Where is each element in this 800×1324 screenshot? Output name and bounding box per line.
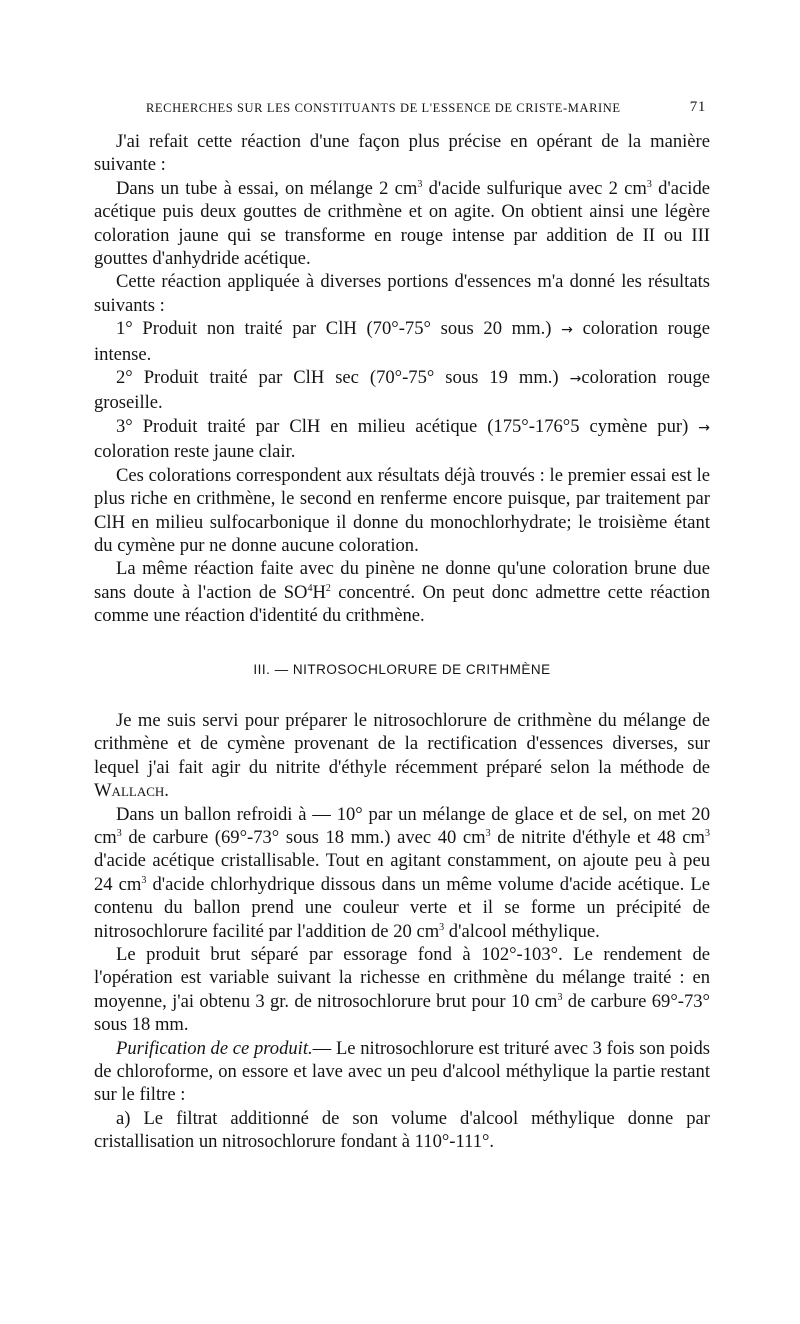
paragraph: Purification de ce produit.— Le nitrosochlorure est trituré avec 3 fois son poids de chloroforme, on essore et lave avec un peu d'alcool méthylique la partie restant sur le filtre : [94,1037,711,1106]
paragraph: La même réaction faite avec du pinène ne donne qu'une coloration brune due sans doute à l'action de $SO^4H^2$ concentré. On peut donc admettre cette réaction comme une réaction d'identité du crithmène. [94,558,710,627]
paragraph: J'ai refait cette réaction d'une façon plus précise en opérant de la manière suivante : [94,131,710,176]
arrow-icon: → [698,419,710,436]
paragraph: Je me suis servi pour préparer le nitrosochlorure de crithmène du mélange de crithmène et de cymène provenant de la rectification d'essences diverses, sur lequel j'ai fait agir du nitrite d'éthyle récemment préparé selon la méthode de Wallach. [94,709,710,802]
subheading-italic: Purification de ce produit. [116,1037,313,1059]
author-name: Wallach [94,780,165,802]
result-item: 3° Produit traité par ClH en milieu acétique (175°-176°5 cymène pur) → coloration reste jaune clair. [94,415,710,463]
paragraph: Le produit brut séparé par essorage fond à 102°-103°. Le rendement de l'opération est variable suivant la richesse en crithmène du mélange traité : en moyenne, j'ai obtenu 3 gr. de nitrosochlorure brut pour 10 $cm^3$ de carbure 69°-73° sous 18 mm. [94,944,710,1036]
paragraph: Cette réaction appliquée à diverses portions d'essences m'a donné les résultats suivants : [94,271,710,316]
running-title: RECHERCHES SUR LES CONSTITUANTS DE L'ESSENCE DE CRISTE-MARINE [146,101,621,115]
paragraph: Ces colorations correspondent aux résultats déjà trouvés : le premier essai est le plus riche en crithmène, le second en renferme encore puisque, par traitement par ClH en milieu sulfocarbonique il donne du monochlorhydrate; le troisième étant du cymène pur ne donne aucune coloration. [94,464,710,556]
paragraph: Dans un ballon refroidi à — 10° par un mélange de glace et de sel, on met 20 $cm^3$ de carbure (69°-73° sous 18 mm.) avec 40 $cm^3$ de nitrite d'éthyle et 48 $cm^3$ d'acide acétique cristallisable. Tout en agitant constamment, on ajoute peu à peu 24 $cm^3$ d'acide chlorhydrique dissous dans un même volume d'acide acétique. Le contenu du ballon prend une couleur verte et il se forme un précipité de nitrosochlorure facilité par l'addition de 20 $cm^3$ d'alcool méthylique. [94,803,710,942]
arrow-icon: → [561,322,573,339]
result-item: 1° Produit non traité par ClH (70°-75° sous 20 mm.) → coloration rouge intense. [94,318,711,365]
result-item: 2° Produit traité par ClH sec (70°-75° sous 19 mm.) →coloration rouge groseille. [94,367,711,414]
body-text [94,130,710,1154]
arrow-icon: → [569,371,582,388]
running-header [146,101,706,123]
page-number: 71 [689,99,706,115]
paragraph: a) Le filtrat additionné de son volume d'alcool méthylique donne par cristallisation un nitrosochlorure fondant à 110°-111°. [94,1107,710,1153]
section-title: III. — NITROSOCHLORURE DE CRITHMÈNE [253,661,551,677]
paragraph: Dans un tube à essai, on mélange 2 $cm^3$ d'acide sulfurique avec 2 $cm^3$ d'acide acétique puis deux gouttes de crithmène et on agite. On obtient ainsi une légère coloration jaune qui se transforme en rouge intense par addition de II ou III gouttes d'anhydride acétique. [94,177,710,270]
